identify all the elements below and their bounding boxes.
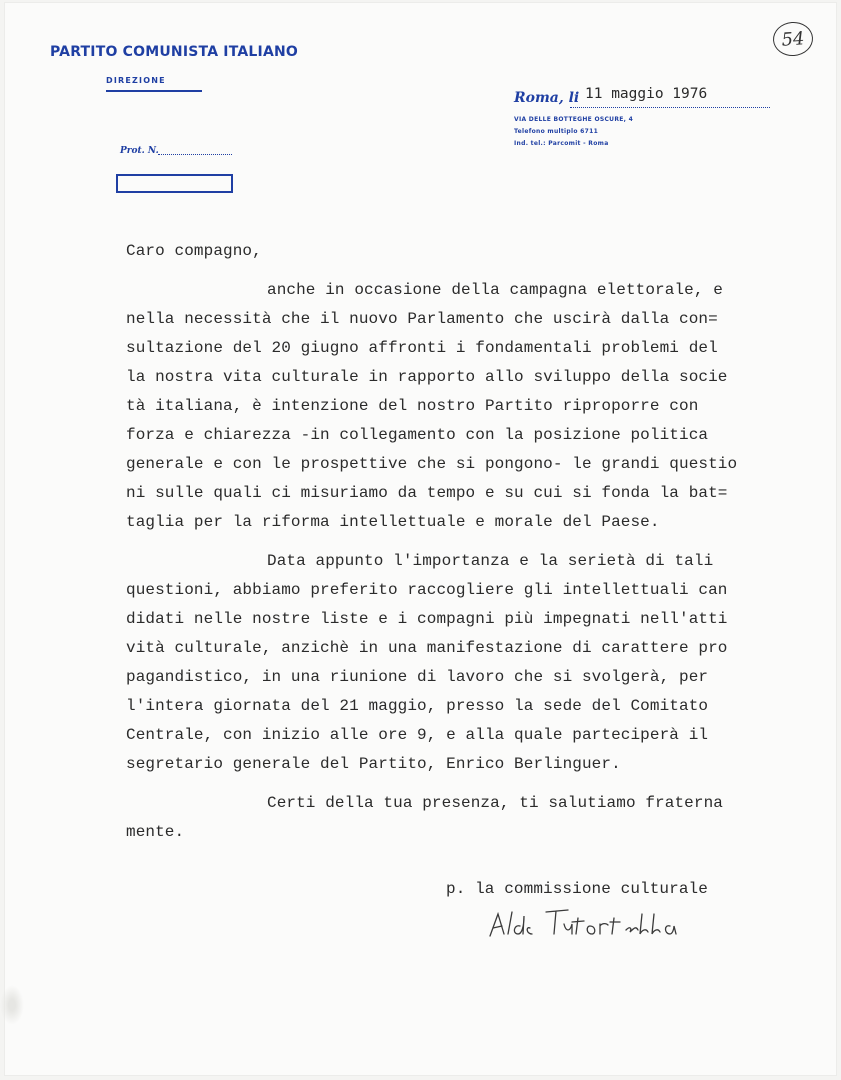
letter-date: 11 maggio 1976	[585, 86, 708, 102]
scan-smudge	[0, 985, 24, 1025]
paragraph2-line: l'intera giornata del 21 maggio, presso la sede del Comitato	[126, 697, 709, 715]
phone-line: Telefono multiplo 6711	[514, 128, 599, 135]
protocol-label: Prot. N.	[120, 146, 159, 156]
closing-line: p. la commissione culturale	[446, 880, 708, 898]
paragraph1-line: la nostra vita culturale in rapporto allo sviluppo della socie	[126, 368, 728, 386]
paragraph1-line: tà italiana, è intenzione del nostro Partito riproporre con	[126, 397, 699, 415]
paragraph1-line: anche in occasione della campagna elettorale, e	[267, 281, 723, 299]
telegraph-line: Ind. tel.: Parcomit - Roma	[514, 140, 609, 147]
paragraph2-line: vità culturale, anzichè in una manifestazione di carattere pro	[126, 639, 728, 657]
paragraph1-line: sultazione del 20 giugno affronti i fondamentali problemi del	[126, 339, 718, 357]
address-line: VIA DELLE BOTTEGHE OSCURE, 4	[514, 116, 634, 123]
salutation: Caro compagno,	[126, 242, 262, 260]
paragraph2-line: questioni, abbiamo preferito raccogliere gli intellettuali can	[126, 581, 728, 599]
paragraph1-line: nella necessità che il nuovo Parlamento che uscirà dalla con=	[126, 310, 718, 328]
paragraph3-line: Certi della tua presenza, ti salutiamo fraterna	[267, 794, 723, 812]
paragraph1-line: ni sulle quali ci misuriamo da tempo e su cui si fonda la bat=	[126, 484, 728, 502]
paragraph1-line: forza e chiarezza -in collegamento con la posizione politica	[126, 426, 709, 444]
party-name: PARTITO COMUNISTA ITALIANO	[50, 44, 298, 60]
paragraph2-line: didati nelle nostre liste e i compagni più impegnati nell'atti	[126, 610, 728, 628]
paragraph2-line: segretario generale del Partito, Enrico Berlinguer.	[126, 755, 621, 773]
paragraph1-line: taglia per la riforma intellettuale e morale del Paese.	[126, 513, 660, 531]
place-label: Roma, li	[514, 90, 580, 106]
paragraph2-line: Data appunto l'importanza e la serietà di tali	[267, 552, 714, 570]
page-number-stamp: 54	[772, 21, 814, 58]
department-label: DIREZIONE	[106, 76, 166, 85]
paragraph1-line: generale e con le prospettive che si pongono- le grandi questio	[126, 455, 738, 473]
paragraph2-line: pagandistico, in una riunione di lavoro che si svolgerà, per	[126, 668, 709, 686]
paragraph3-line: mente.	[126, 823, 185, 841]
handwritten-signature	[486, 904, 686, 944]
paragraph2-line: Centrale, con inizio alle ore 9, e alla quale parteciperà il	[126, 726, 709, 744]
